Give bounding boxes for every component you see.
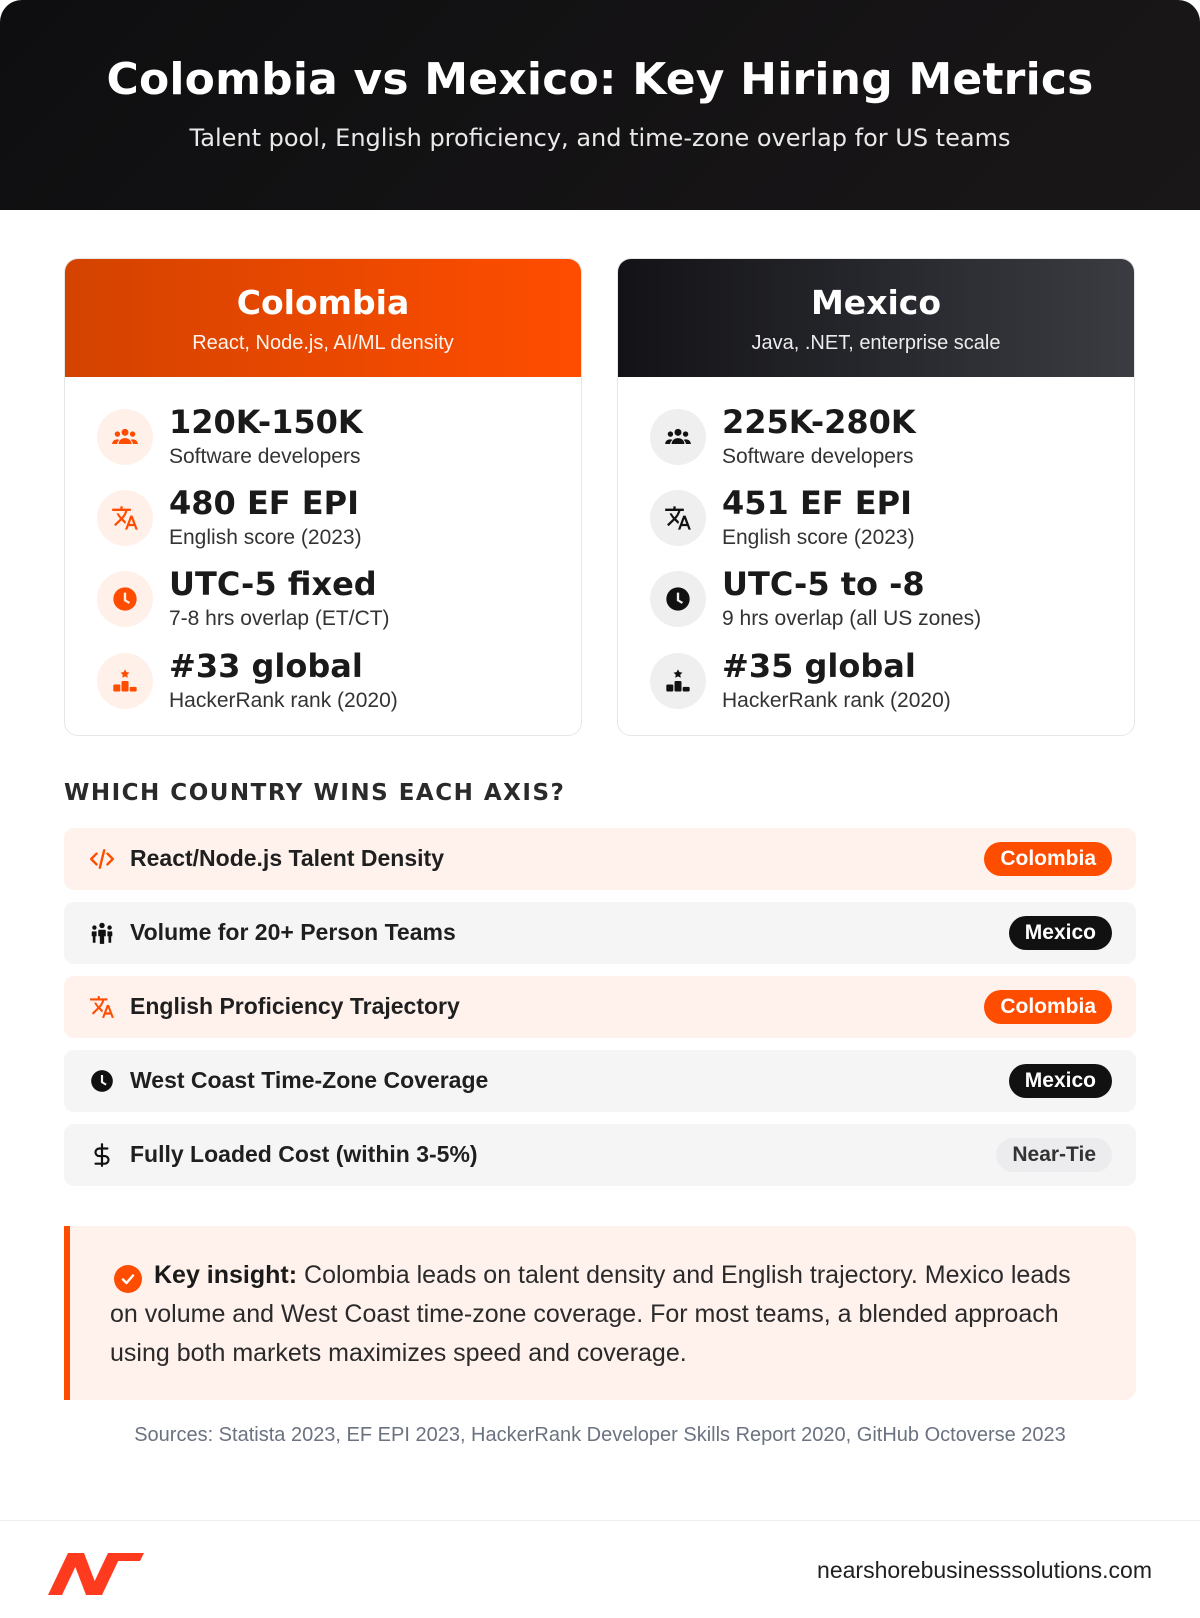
metric-value: #35 global [722,647,916,685]
winner-badge: Colombia [984,990,1112,1024]
footer [0,1520,1200,1618]
metric-value: #33 global [169,647,363,685]
translate-icon [650,490,706,546]
axis-label: React/Node.js Talent Density [130,845,444,871]
podium-icon [97,653,153,709]
metric-value: UTC-5 to -8 [722,565,925,603]
colombia-metric-english [97,484,557,554]
page-title: Colombia vs Mexico: Key Hiring Metrics [106,54,1094,105]
metric-label: HackerRank rank (2020) [169,689,398,712]
mexico-card-header [618,259,1134,377]
insight-lead: Key insight: [154,1261,298,1289]
insight-body: Colombia leads on talent density and English trajectory. Mexico leads on volume and West Coast time-zone coverage. For most teams, a blended approach using both markets maximizes speed and coverage. [110,1261,1071,1367]
podium-icon [650,653,706,709]
metric-label: Software developers [169,445,361,468]
winner-badge: Colombia [984,842,1112,876]
metric-value: 225K-280K [722,403,916,441]
clock-icon [650,571,706,627]
metric-label: HackerRank rank (2020) [722,689,951,712]
axis-row-cost [64,1124,1136,1186]
axis-label: Volume for 20+ Person Teams [130,919,456,945]
metric-label: Software developers [722,445,914,468]
mexico-metric-timezone [650,565,1110,635]
metric-value: 120K-150K [169,403,363,441]
metric-value: UTC-5 fixed [169,565,377,603]
colombia-card-title: Colombia [236,283,410,322]
brand-logo-icon[interactable] [48,1547,144,1597]
mexico-card [617,258,1135,736]
axis-row-team-volume [64,902,1136,964]
key-insight-box [64,1226,1136,1400]
check-circle-icon [114,1265,142,1293]
clock-icon [97,571,153,627]
axis-row-west-coast [64,1050,1136,1112]
axis-label: Fully Loaded Cost (within 3-5%) [130,1141,478,1167]
colombia-card-tagline: React, Node.js, AI/ML density [192,332,454,354]
axis-label: English Proficiency Trajectory [130,993,460,1019]
mexico-card-title: Mexico [810,283,942,322]
mexico-metric-english [650,484,1110,554]
website-link[interactable]: nearshorebusinesssolutions.com [817,1557,1152,1583]
dollar-icon [88,1141,116,1169]
translate-icon [88,993,116,1021]
mexico-metric-developers [650,403,1110,473]
team-icon [88,919,116,947]
sources-note: Sources: Statista 2023, EF EPI 2023, HackerRank Developer Skills Report 2020, GitHub Octoverse 2023 [134,1424,1066,1446]
metric-label: English score (2023) [722,526,915,549]
mexico-card-tagline: Java, .NET, enterprise scale [751,332,1001,354]
code-icon [88,845,116,873]
metric-value: 451 EF EPI [722,484,913,522]
clock-icon [88,1067,116,1095]
metric-label: 7-8 hrs overlap (ET/CT) [169,607,390,630]
winner-badge: Mexico [1009,1064,1112,1098]
winner-badge: Near-Tie [996,1138,1112,1172]
people-icon [97,409,153,465]
translate-icon [97,490,153,546]
colombia-card-header [65,259,581,377]
axes-section-title: WHICH COUNTRY WINS EACH AXIS? [64,780,566,806]
colombia-metric-timezone [97,565,557,635]
colombia-card [64,258,582,736]
people-icon [650,409,706,465]
insight-text [110,1256,1100,1373]
winner-badge: Mexico [1009,916,1112,950]
axis-label: West Coast Time-Zone Coverage [130,1067,489,1093]
page-subtitle: Talent pool, English proficiency, and time-zone overlap for US teams [189,124,1011,152]
hero-header [0,0,1200,210]
axis-row-talent-density [64,828,1136,890]
metric-label: 9 hrs overlap (all US zones) [722,607,982,630]
mexico-metric-rank [650,647,1110,717]
axis-row-english [64,976,1136,1038]
colombia-metric-rank [97,647,557,717]
metric-value: 480 EF EPI [169,484,360,522]
metric-label: English score (2023) [169,526,362,549]
colombia-metric-developers [97,403,557,473]
